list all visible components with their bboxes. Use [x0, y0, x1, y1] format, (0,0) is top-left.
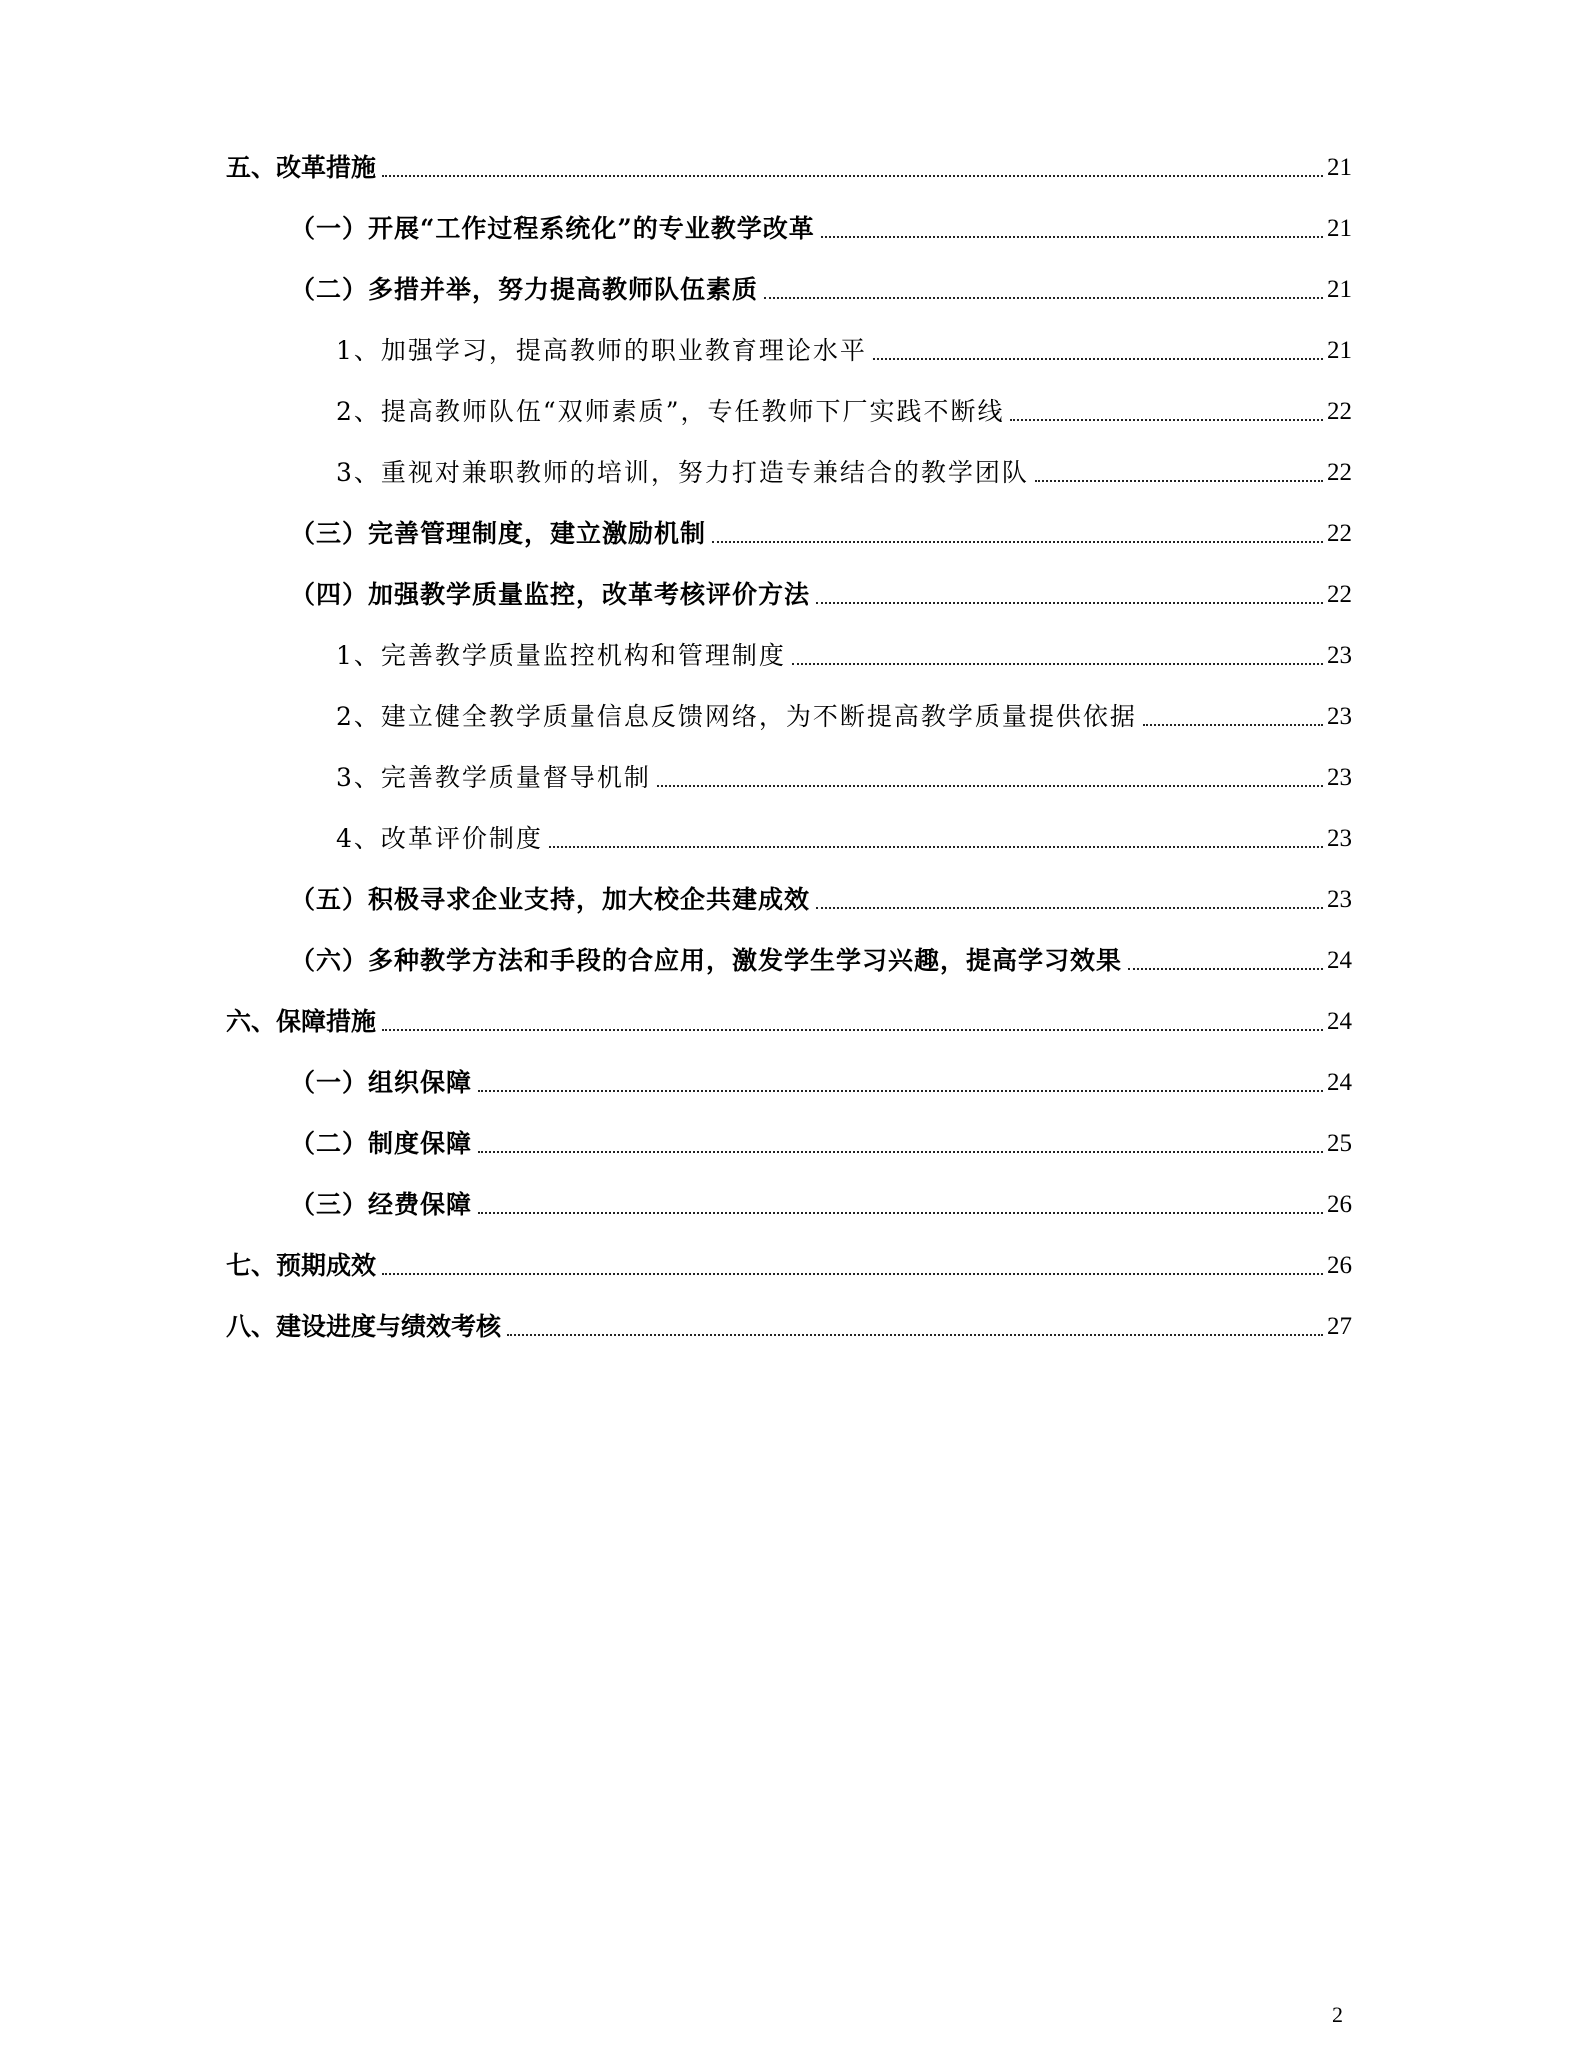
toc-leader-dots — [1035, 480, 1323, 482]
toc-entry-title: （三）经费保障 — [290, 1190, 473, 1219]
toc-leader-dots — [1143, 724, 1323, 726]
toc-leader-dots — [382, 1029, 1323, 1031]
toc-entry-page: 21 — [1327, 154, 1352, 181]
toc-entry[interactable] — [226, 999, 1352, 1039]
toc-leader-dots — [478, 1212, 1323, 1214]
toc-entry-page: 26 — [1327, 1191, 1352, 1218]
toc-entry-page: 23 — [1327, 825, 1352, 852]
toc-leader-dots — [821, 236, 1323, 238]
toc-leader-dots — [1010, 419, 1323, 421]
toc-entry-page: 23 — [1327, 703, 1352, 730]
toc-entry-page: 21 — [1327, 215, 1352, 242]
toc-entry-page: 23 — [1327, 886, 1352, 913]
toc-entry-title: 4、改革评价制度 — [336, 824, 543, 853]
toc-entry-page: 25 — [1327, 1130, 1352, 1157]
toc-leader-dots — [873, 358, 1323, 360]
page-number: 2 — [1332, 2002, 1343, 2027]
toc-entry[interactable] — [336, 816, 1352, 856]
toc-entry-title: （一）开展“工作过程系统化”的专业教学改革 — [290, 214, 815, 243]
toc-entry[interactable] — [336, 694, 1352, 734]
toc-entry-page: 23 — [1327, 642, 1352, 669]
toc-entry-title: 1、加强学习，提高教师的职业教育理论水平 — [336, 336, 867, 365]
toc-leader-dots — [816, 602, 1323, 604]
toc-leader-dots — [507, 1334, 1323, 1336]
toc-entry-page: 22 — [1327, 398, 1352, 425]
toc-entry-page: 21 — [1327, 276, 1352, 303]
toc-entry[interactable] — [290, 267, 1352, 307]
toc-entry-page: 21 — [1327, 337, 1352, 364]
toc-entry[interactable] — [290, 511, 1352, 551]
toc-leader-dots — [816, 907, 1323, 909]
toc-entry-title: 五、改革措施 — [226, 153, 377, 182]
toc-entry-page: 27 — [1327, 1313, 1352, 1340]
toc-leader-dots — [478, 1090, 1323, 1092]
toc-entry[interactable] — [290, 572, 1352, 612]
toc-entry-title: （一）组织保障 — [290, 1068, 473, 1097]
toc-entry[interactable] — [290, 1182, 1352, 1222]
toc-entry-page: 26 — [1327, 1252, 1352, 1279]
toc-leader-dots — [382, 175, 1323, 177]
toc-entry-title: （二）多措并举，努力提高教师队伍素质 — [290, 275, 759, 304]
toc-leader-dots — [712, 541, 1323, 543]
toc-entry[interactable] — [336, 755, 1352, 795]
toc-entry-page: 22 — [1327, 581, 1352, 608]
toc-entry-title: （四）加强教学质量监控，改革考核评价方法 — [290, 580, 811, 609]
toc-entry-title: 1、完善教学质量监控机构和管理制度 — [336, 641, 786, 670]
toc-leader-dots — [792, 663, 1323, 665]
toc-entry-title: 2、建立健全教学质量信息反馈网络，为不断提高教学质量提供依据 — [336, 702, 1137, 731]
toc-leader-dots — [382, 1273, 1323, 1275]
toc-entry-title: 3、完善教学质量督导机制 — [336, 763, 651, 792]
toc-entry[interactable] — [336, 633, 1352, 673]
toc-entry[interactable] — [290, 206, 1352, 246]
toc-entry-page: 22 — [1327, 459, 1352, 486]
toc-entry[interactable] — [336, 328, 1352, 368]
toc-entry-title: （六）多种教学方法和手段的合应用，激发学生学习兴趣，提高学习效果 — [290, 946, 1123, 975]
toc-entry-title: 七、预期成效 — [226, 1251, 377, 1280]
toc-entry[interactable] — [226, 145, 1352, 185]
toc-entry[interactable] — [226, 1243, 1352, 1283]
toc-entry-title: 3、重视对兼职教师的培训，努力打造专兼结合的教学团队 — [336, 458, 1029, 487]
toc-entry-title: 2、提高教师队伍“双师素质”，专任教师下厂实践不断线 — [336, 397, 1005, 426]
toc-entry-title: 八、建设进度与绩效考核 — [226, 1312, 502, 1341]
toc-entry[interactable] — [290, 1121, 1352, 1161]
toc-entry[interactable] — [226, 1304, 1352, 1344]
toc-entry[interactable] — [336, 389, 1352, 429]
toc-entry-page: 23 — [1327, 764, 1352, 791]
toc-leader-dots — [478, 1151, 1323, 1153]
toc-entry-page: 22 — [1327, 520, 1352, 547]
toc-leader-dots — [549, 846, 1323, 848]
toc-entry-page: 24 — [1327, 1008, 1352, 1035]
toc-entry-title: （三）完善管理制度，建立激励机制 — [290, 519, 707, 548]
toc-leader-dots — [657, 785, 1323, 787]
toc-leader-dots — [1128, 968, 1323, 970]
toc-leader-dots — [764, 297, 1323, 299]
toc-entry-title: （五）积极寻求企业支持，加大校企共建成效 — [290, 885, 811, 914]
toc-entry-title: （二）制度保障 — [290, 1129, 473, 1158]
toc-entry[interactable] — [290, 938, 1352, 978]
toc-entry-page: 24 — [1327, 947, 1352, 974]
toc-entry[interactable] — [290, 1060, 1352, 1100]
toc-entry-page: 24 — [1327, 1069, 1352, 1096]
toc-entry[interactable] — [290, 877, 1352, 917]
toc-entry-title: 六、保障措施 — [226, 1007, 377, 1036]
toc-entry[interactable] — [336, 450, 1352, 490]
